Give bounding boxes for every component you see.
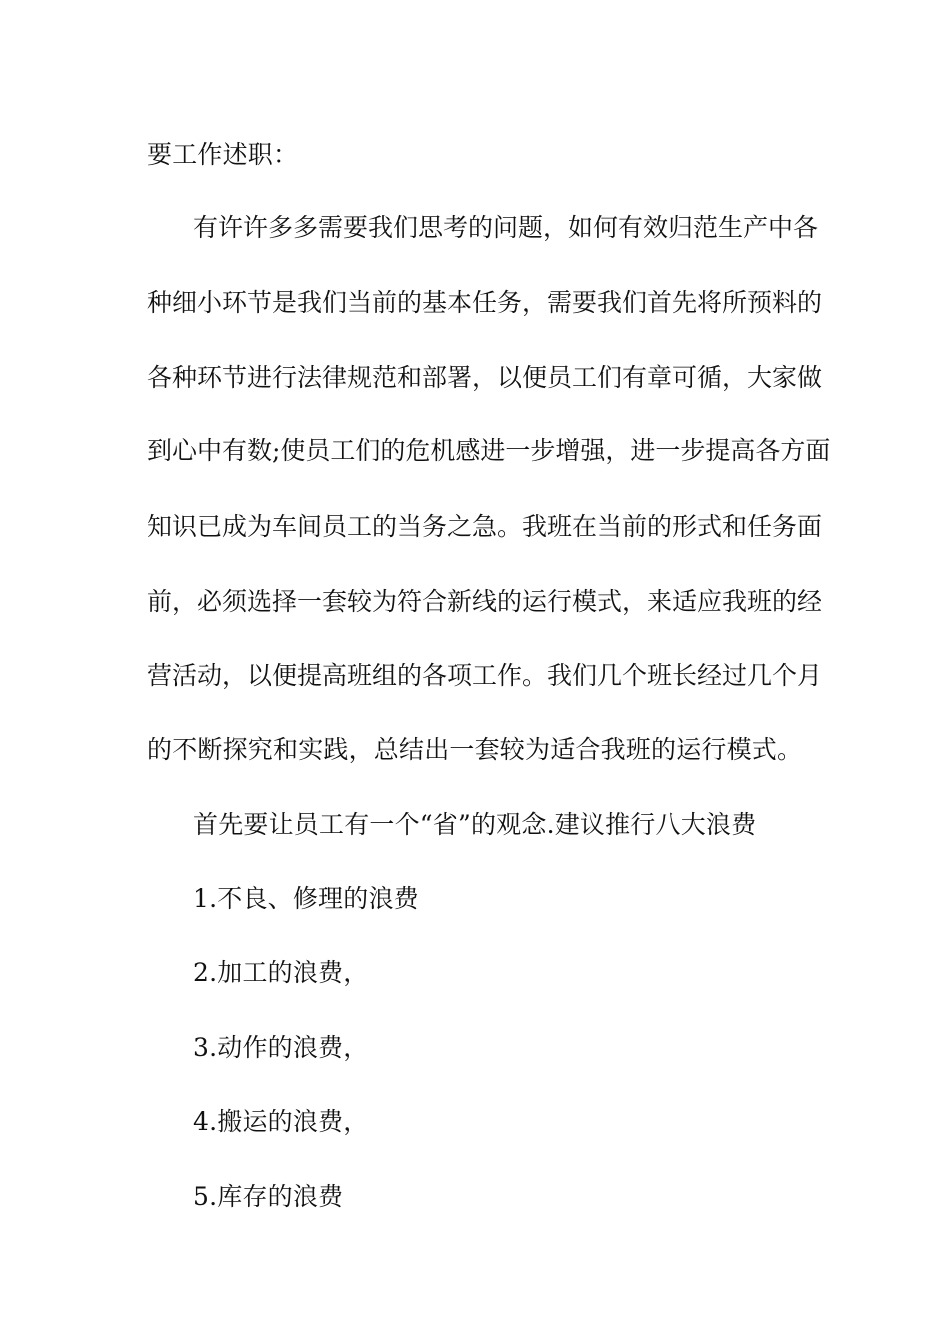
- paragraph-line: 有许许多多需要我们思考的问题，如何有效归范生产中各: [193, 213, 819, 242]
- list-item: 2.加工的浪费，: [193, 958, 369, 987]
- paragraph-line: 前，必须选择一套较为符合新线的运行模式，来适应我班的经: [147, 587, 823, 616]
- paragraph-line: 各种环节进行法律规范和部署，以便员工们有章可循，大家做: [147, 363, 823, 392]
- paragraph-heading-line: 要工作述职：: [147, 140, 299, 169]
- paragraph-line: 知识已成为车间员工的当务之急。我班在当前的形式和任务面: [147, 512, 823, 541]
- list-item: 4.搬运的浪费，: [193, 1107, 369, 1136]
- list-item: 5.库存的浪费: [193, 1182, 344, 1211]
- list-item: 3.动作的浪费，: [193, 1033, 369, 1062]
- paragraph-line: 首先要让员工有一个“省”的观念.建议推行八大浪费: [193, 810, 757, 839]
- paragraph-line: 种细小环节是我们当前的基本任务，需要我们首先将所预料的: [147, 288, 823, 317]
- paragraph-line: 营活动，以便提高班组的各项工作。我们几个班长经过几个月: [147, 661, 823, 690]
- list-item: 1.不良、修理的浪费: [193, 884, 419, 913]
- paragraph-line: 的不断探究和实践，总结出一套较为适合我班的运行模式。: [147, 735, 803, 764]
- paragraph-line: 到心中有数;使员工们的危机感进一步增强，进一步提高各方面: [147, 436, 831, 465]
